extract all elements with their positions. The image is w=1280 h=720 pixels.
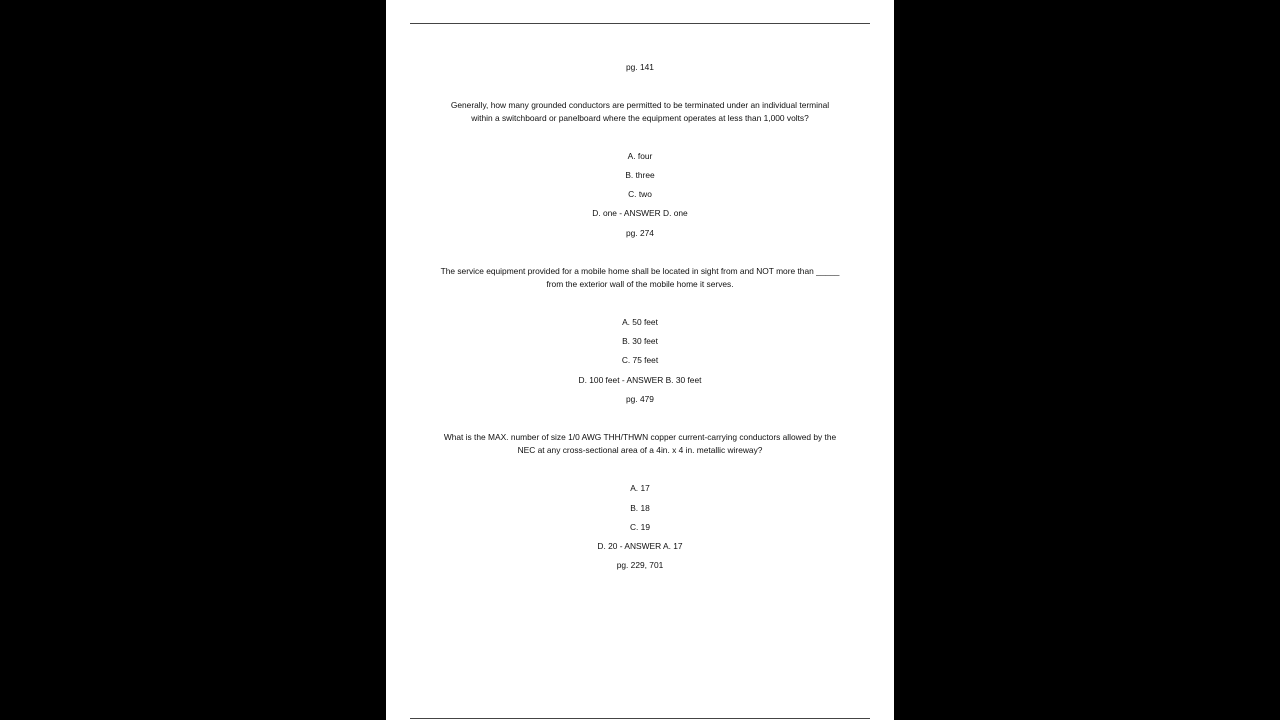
document-page [386,0,894,720]
answer-option: B. 18 [630,503,650,513]
page-reference: pg. 479 [626,394,654,404]
footer-rule [410,718,870,719]
page-reference: pg. 141 [626,62,654,72]
question-text: Generally, how many grounded conductors are permitted to be terminated under an individual terminal within a switchboard or panelboard where the equipment operates at less than 1,000 volts? [450,100,830,123]
answer-option: B. 30 feet [622,336,658,346]
answer-option: C. 19 [629,522,651,532]
question-text: The service equipment provided for a mobile home shall be located in sight from and NOT more than _____ from the exterior wall of the mobile home it serves. [440,266,840,289]
answer-option: B. three [625,170,655,180]
question-text: What is the MAX. number of size 1/0 AWG THH/THWN copper current-carrying conductors allowed by the NEC at any cross-sectional area of a 4in. x 4 in. metallic wireway? [443,432,837,455]
answer-option: C. two [628,189,652,199]
answer-option: D. 100 feet - ANSWER B. 30 feet [578,375,702,385]
header-rule [410,23,870,24]
page-reference: pg. 229, 701 [616,560,664,570]
answer-option: A. 17 [630,483,650,493]
answer-option: A. four [627,151,653,161]
answer-option: A. 50 feet [622,317,658,327]
answer-option: D. one - ANSWER D. one [592,208,688,218]
answer-option: D. 20 - ANSWER A. 17 [597,541,683,551]
page-reference: pg. 274 [626,228,654,238]
answer-option: C. 75 feet [621,355,659,365]
